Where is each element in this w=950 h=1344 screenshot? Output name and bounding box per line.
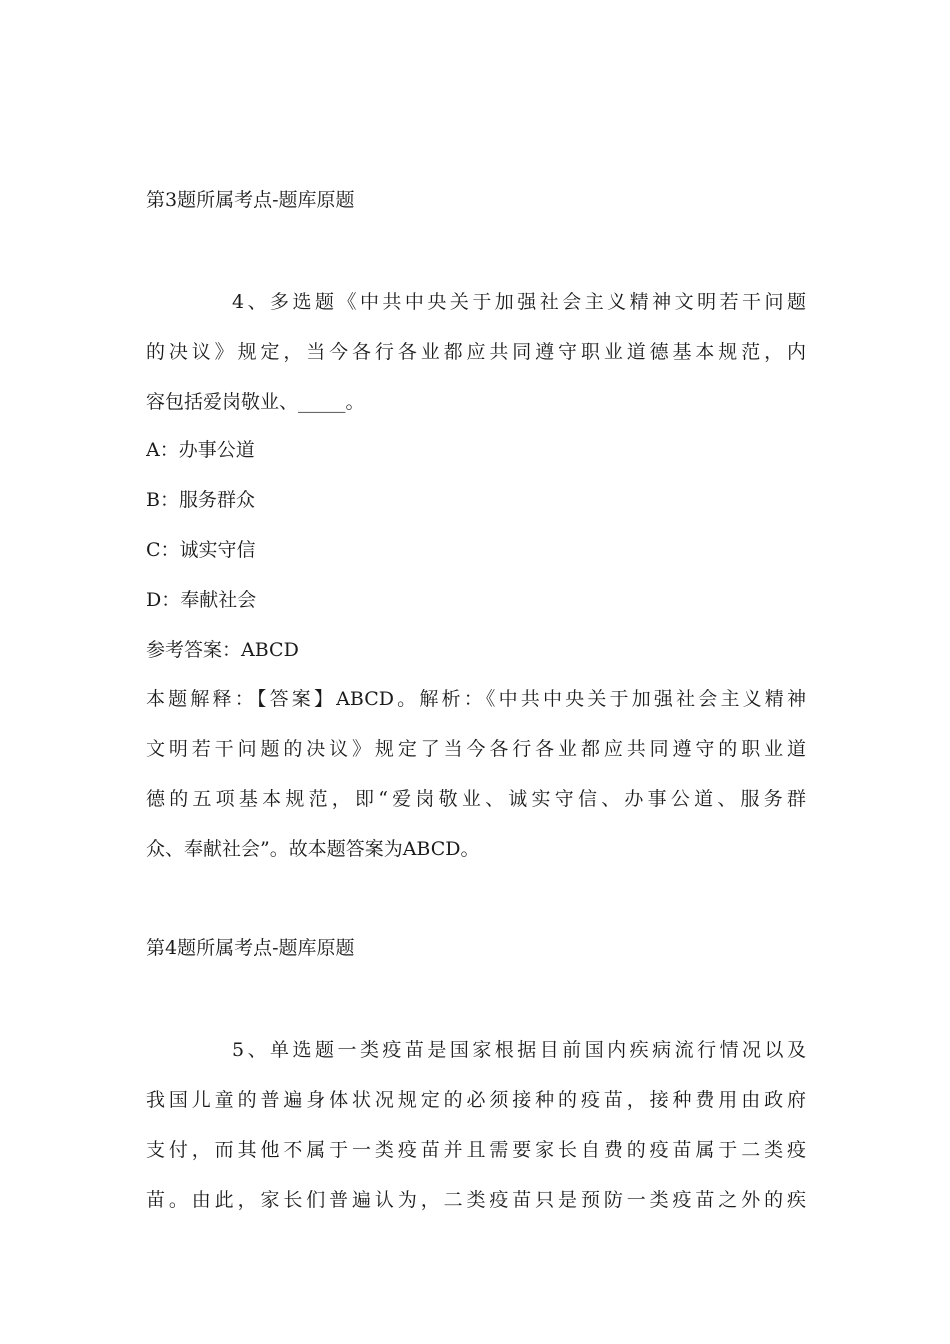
option-b: B：服务群众 xyxy=(146,489,255,511)
reference-answer: 参考答案：ABCD xyxy=(146,639,299,661)
question-4-line-3: 容包括爱岗敬业、_____。 xyxy=(146,391,365,413)
explanation-line-4: 众、奉献社会”。故本题答案为ABCD。 xyxy=(146,838,480,860)
question-5-line-1: 5、单选题一类疫苗是国家根据目前国内疾病流行情况以及 xyxy=(232,1039,806,1061)
question-5-line-4: 苗。由此，家长们普遍认为，二类疫苗只是预防一类疫苗之外的疾 xyxy=(146,1189,806,1211)
explanation-line-2: 文明若干问题的决议》规定了当今各行各业都应共同遵守的职业道 xyxy=(146,738,806,760)
explanation-line-3: 德的五项基本规范，即“爱岗敬业、诚实守信、办事公道、服务群 xyxy=(146,788,806,810)
topic-label-q3: 第3题所属考点-题库原题 xyxy=(146,189,355,211)
explanation-line-1: 本题解释：【答案】ABCD。解析：《中共中央关于加强社会主义精神 xyxy=(146,688,806,710)
option-c: C：诚实守信 xyxy=(146,539,256,561)
topic-label-q4: 第4题所属考点-题库原题 xyxy=(146,937,355,959)
question-4-line-2: 的决议》规定，当今各行各业都应共同遵守职业道德基本规范，内 xyxy=(146,341,806,363)
option-d: D：奉献社会 xyxy=(146,589,257,611)
question-4-line-1: 4、多选题《中共中央关于加强社会主义精神文明若干问题 xyxy=(232,291,806,313)
option-a: A：办事公道 xyxy=(146,439,255,461)
question-5-line-2: 我国儿童的普遍身体状况规定的必须接种的疫苗，接种费用由政府 xyxy=(146,1089,806,1111)
question-5-line-3: 支付，而其他不属于一类疫苗并且需要家长自费的疫苗属于二类疫 xyxy=(146,1139,806,1161)
